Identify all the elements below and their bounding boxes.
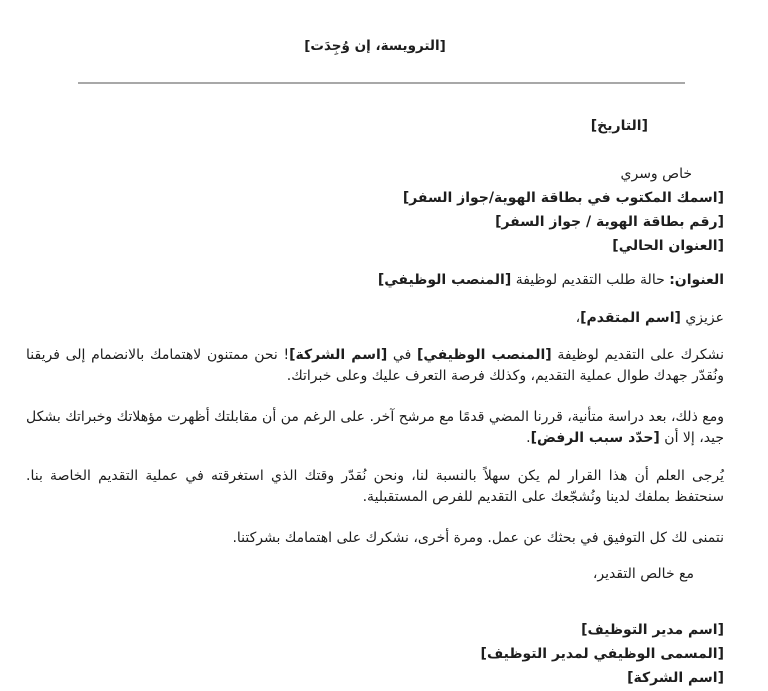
- closing-line: مع خالص التقدير،: [592, 566, 694, 582]
- header-divider: [78, 82, 685, 84]
- date-placeholder: [التاريخ]: [590, 118, 648, 134]
- paragraph-appreciation: يُرجى العلم أن هذا القرار لم يكن سهلاً بالنسبة لنا، ونحن نُقدّر وقتك الذي استغرقته في عملية التقديم الخاصة بنا. سنحتفظ بملفك لدينا ونُشجّعك على التقديم للفرص المستقبلية.: [26, 468, 724, 505]
- subject-position-placeholder: [المنصب الوظيفي]: [377, 272, 512, 288]
- p2-text-2: .: [526, 430, 531, 446]
- signature-block: [26, 618, 724, 690]
- manager-name-placeholder: [اسم مدير التوظيف]: [581, 622, 724, 638]
- p1-company-placeholder: [اسم الشركة]: [289, 347, 388, 363]
- subject-label: العنوان:: [669, 272, 724, 288]
- salutation-comma: ،: [575, 310, 581, 326]
- p1-text-1: نشكرك على التقديم لوظيفة: [551, 347, 724, 363]
- p1-text-2: في: [387, 347, 417, 363]
- salutation-prefix: عزيزي: [680, 310, 724, 326]
- confidential-label: خاص وسري: [620, 166, 692, 182]
- manager-title-placeholder: [المسمى الوظيفي لمدير التوظيف]: [480, 646, 724, 662]
- recipient-block: [26, 186, 724, 258]
- subject-line: [26, 270, 724, 290]
- paragraph-thanks: [26, 345, 724, 387]
- paragraph-goodluck: نتمنى لك كل التوفيق في بحثك عن عمل. ومرة أخرى، نشكرك على اهتمامك بشركتنا.: [232, 530, 724, 546]
- salutation-line: [26, 308, 724, 328]
- letterhead-placeholder: [الترويسة، إن وُجِدَت]: [304, 38, 446, 54]
- p1-text-3: ! نحن ممتنون لاهتمامك بالانضمام إلى فريقنا ونُقدّر جهدك طوال عملية التقديم، وكذلك فرصة التعرف عليك وعلى خبراتك.: [26, 347, 724, 384]
- recipient-address-placeholder: [العنوان الحالي]: [612, 238, 724, 254]
- recipient-name-placeholder: [اسمك المكتوب في بطاقة الهوية/جواز السفر]: [402, 190, 724, 206]
- company-name-placeholder: [اسم الشركة]: [627, 670, 724, 686]
- p2-text-1: ومع ذلك، بعد دراسة متأنية، قررنا المضي قدمًا مع مرشح آخر. على الرغم من أن مقابلتك أظهرت مؤهلاتك وخبراتك بشكل جيد، إلا أن: [26, 409, 724, 446]
- rejection-reason-placeholder: [حدّد سبب الرفض]: [530, 430, 660, 446]
- subject-text: حالة طلب التقديم لوظيفة: [511, 272, 670, 288]
- paragraph-decision: [26, 407, 724, 449]
- p1-position-placeholder: [المنصب الوظيفي]: [417, 347, 552, 363]
- recipient-id-placeholder: [رقم بطاقة الهوية / جواز السفر]: [495, 214, 724, 230]
- applicant-name-placeholder: [اسم المتقدم]: [580, 310, 681, 326]
